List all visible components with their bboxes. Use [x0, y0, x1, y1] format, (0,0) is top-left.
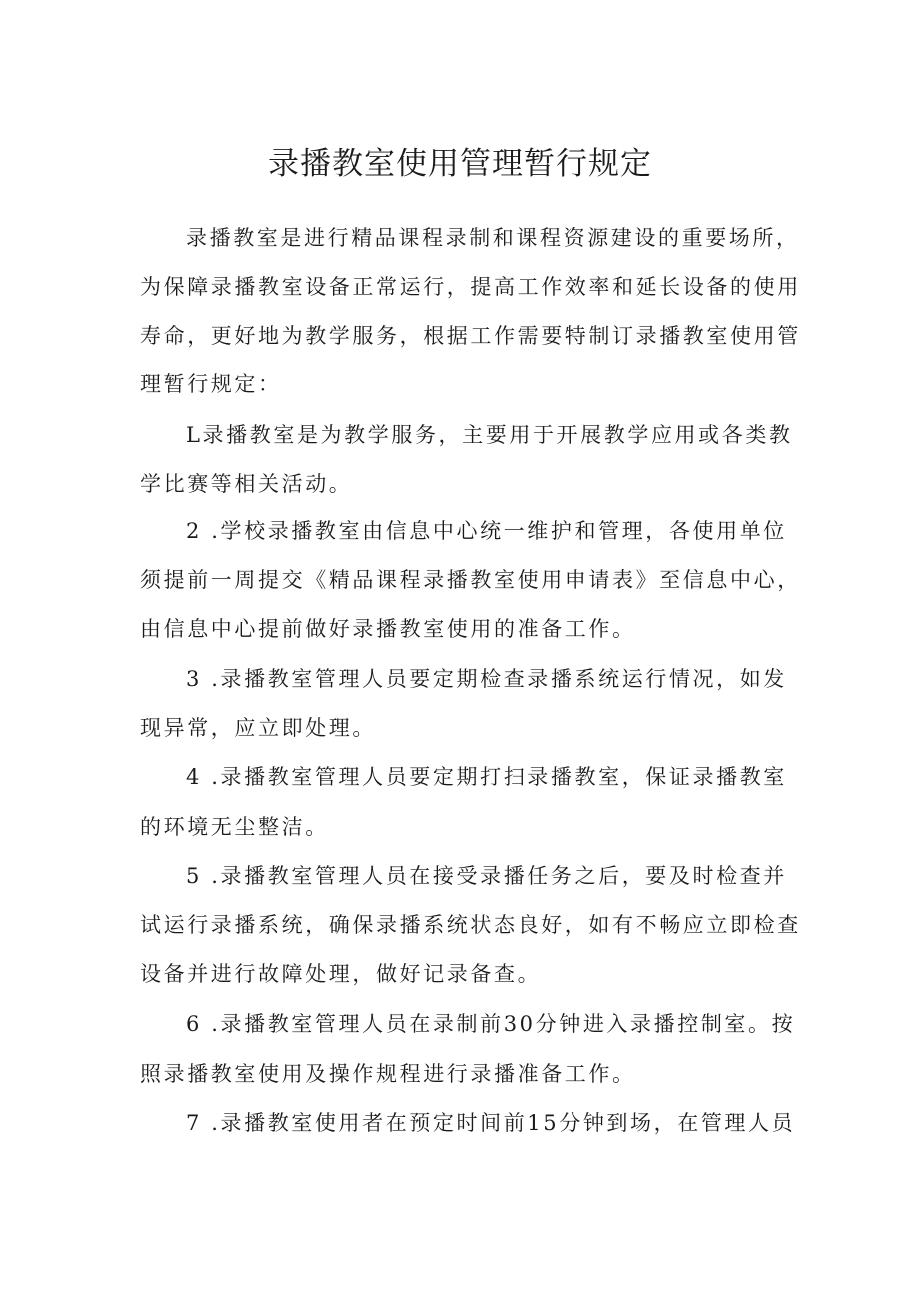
paragraph-line: 录播教室是进行精品课程录制和课程资源建设的重要场所， [186, 226, 800, 250]
paragraph-line: 寿命，更好地为教学服务，根据工作需要特制订录播教室使用管 [140, 324, 801, 348]
document-title: 录播教室使用管理暂行规定 [268, 146, 652, 182]
paragraph-line: 理暂行规定： [140, 372, 282, 396]
paragraph-line: 现异常，应立即处理。 [140, 716, 376, 740]
paragraph-line: 3 .录播教室管理人员要定期检查录播系统运行情况，如发 [186, 667, 787, 691]
paragraph-line: 设备并进行故障处理，做好记录备查。 [140, 962, 542, 986]
paragraph-line: 试运行录播系统，确保录播系统状态良好，如有不畅应立即检查 [140, 913, 801, 937]
paragraph-line: L录播教室是为教学服务，主要用于开展教学应用或各类教 [186, 423, 793, 447]
paragraph-line: 6 .录播教室管理人员在录制前30分钟进入录播控制室。按 [186, 1012, 796, 1036]
paragraph-line: 的环境无尘整洁。 [140, 815, 329, 839]
paragraph-line: 为保障录播教室设备正常运行，提高工作效率和延长设备的使用 [140, 275, 801, 299]
paragraph-line: 4 .录播教室管理人员要定期打扫录播教室，保证录播教室 [186, 765, 787, 789]
paragraph-line: 由信息中心提前做好录播教室使用的准备工作。 [140, 617, 636, 641]
paragraph-line: 5 .录播教室管理人员在接受录播任务之后，要及时检查并 [186, 864, 787, 888]
paragraph-line: 学比赛等相关活动。 [140, 472, 353, 496]
paragraph-line: 照录播教室使用及操作规程进行录播准备工作。 [140, 1062, 636, 1086]
paragraph-line: 2 .学校录播教室由信息中心统一维护和管理，各使用单位 [186, 519, 787, 543]
paragraph-line: 7 .录播教室使用者在预定时间前15分钟到场，在管理人员 [186, 1111, 796, 1135]
paragraph-line: 须提前一周提交《精品课程录播教室使用申请表》至信息中心， [140, 568, 801, 592]
